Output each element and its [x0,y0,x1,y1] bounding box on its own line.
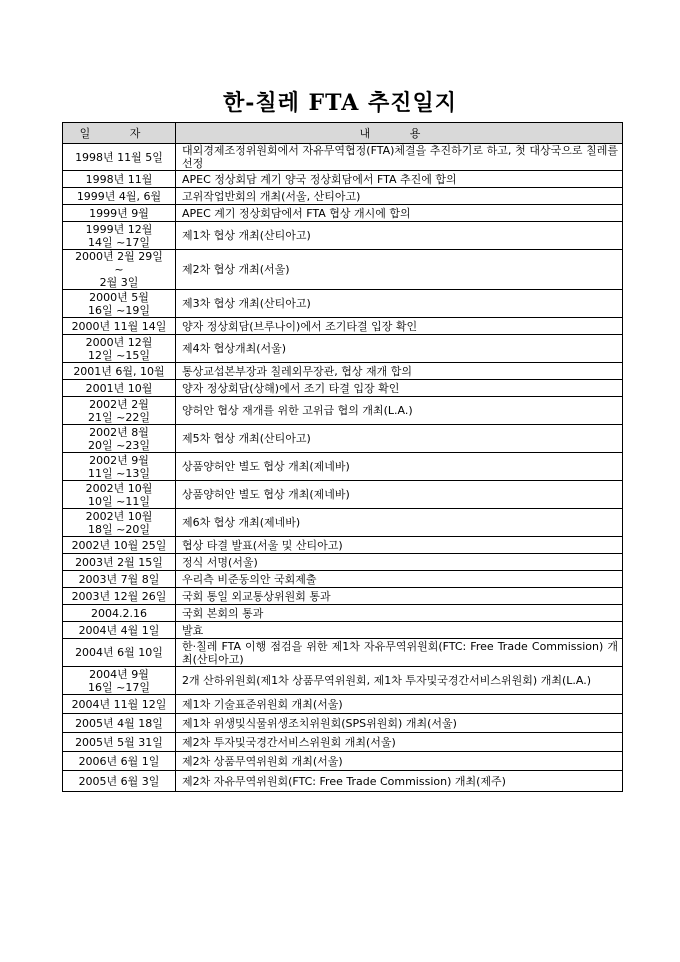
table-row [63,250,623,290]
row-date: 2002년 10월 18일 ~20일 [63,509,176,537]
table-row [63,605,623,622]
row-event: APEC 계기 정상회담에서 FTA 협상 개시에 합의 [176,205,623,222]
table-row [63,380,623,397]
row-event: 양자 정상회담(상해)에서 조기 타결 입장 확인 [176,380,623,397]
row-date: 2002년 8월 20일 ~23일 [63,425,176,453]
table-row [63,144,623,171]
row-event: 제5차 협상 개최(산티아고) [176,425,623,453]
row-event: 국회 통일 외교통상위원회 통과 [176,588,623,605]
table-row [63,752,623,771]
row-date: 1999년 9월 [63,205,176,222]
row-date: 2005년 4월 18일 [63,714,176,733]
table-row [63,290,623,318]
table-row [63,537,623,554]
table-row [63,622,623,639]
row-event: 제2차 자유무역위원회(FTC: Free Trade Commission) 개최(제주) [176,771,623,792]
table-row [63,453,623,481]
table-row [63,188,623,205]
table-row [63,639,623,667]
row-date: 2003년 2월 15일 [63,554,176,571]
table-row [63,425,623,453]
row-date: 2002년 10월 25일 [63,537,176,554]
row-event: 발효 [176,622,623,639]
row-date: 2006년 6월 1일 [63,752,176,771]
row-event: 고위작업반회의 개최(서울, 산티아고) [176,188,623,205]
row-date: 1999년 12월 14일 ~17일 [63,222,176,250]
table-row [63,397,623,425]
table-row [63,171,623,188]
row-date: 2005년 5월 31일 [63,733,176,752]
row-date: 2000년 11월 14일 [63,318,176,335]
row-date: 2004년 4월 1일 [63,622,176,639]
row-date: 2002년 2월 21일 ~22일 [63,397,176,425]
table-row [63,554,623,571]
row-date: 2002년 10월 10일 ~11일 [63,481,176,509]
row-date: 2004년 6월 10일 [63,639,176,667]
table-row [63,318,623,335]
row-event: 제2차 투자및국경간서비스위원회 개최(서울) [176,733,623,752]
row-date: 2000년 2월 29일 ~ 2월 3일 [63,250,176,290]
row-date: 2003년 7월 8일 [63,571,176,588]
row-event: 제3차 협상 개최(산티아고) [176,290,623,318]
row-event: 국회 본회의 통과 [176,605,623,622]
row-date: 1998년 11월 5일 [63,144,176,171]
row-date: 2004년 11월 12일 [63,695,176,714]
row-date: 1999년 4월, 6월 [63,188,176,205]
row-event: 한·칠레 FTA 이행 점검을 위한 제1차 자유무역위원회(FTC: Free Trade Commission) 개최(산티아고) [176,639,623,667]
table-row [63,571,623,588]
row-event: 통상교섭본부장과 칠레외무장관, 협상 재개 합의 [176,363,623,380]
table-row [63,222,623,250]
document-title: 한-칠레 FTA 추진일지 [222,90,458,116]
row-date: 2004.2.16 [63,605,176,622]
row-event: 제4차 협상개최(서울) [176,335,623,363]
row-date: 2004년 9월 16일 ~17일 [63,667,176,695]
row-event: 제6차 협상 개최(제네바) [176,509,623,537]
table-header-row [63,123,623,144]
row-event: 제2차 상품무역위원회 개최(서울) [176,752,623,771]
row-date: 2005년 6월 3일 [63,771,176,792]
row-date: 2001년 6월, 10월 [63,363,176,380]
row-event: 상품양허안 별도 협상 개최(제네바) [176,481,623,509]
row-date: 2000년 5월 16일 ~19일 [63,290,176,318]
content-column-header: 내 용 [176,123,623,144]
row-event: 제1차 기술표준위원회 개최(서울) [176,695,623,714]
table-row [63,733,623,752]
table-row [63,714,623,733]
table-row [63,363,623,380]
row-date: 1998년 11월 [63,171,176,188]
table-row [63,695,623,714]
row-event: 양자 정상회담(브루나이)에서 조기타결 입장 확인 [176,318,623,335]
row-event: APEC 정상회담 계기 양국 정상회담에서 FTA 추진에 합의 [176,171,623,188]
row-event: 양허안 협상 재개를 위한 고위급 협의 개최(L.A.) [176,397,623,425]
table-row [63,205,623,222]
row-event: 상품양허안 별도 협상 개최(제네바) [176,453,623,481]
table-row [63,481,623,509]
table-row [63,771,623,792]
row-event: 우리측 비준동의안 국회제출 [176,571,623,588]
date-column-header: 일 자 [63,123,176,144]
row-date: 2000년 12월 12일 ~15일 [63,335,176,363]
table-body [63,144,623,792]
row-date: 2002년 9월 11일 ~13일 [63,453,176,481]
fta-schedule-table [62,122,623,792]
row-date: 2003년 12월 26일 [63,588,176,605]
row-event: 대외경제조정위원회에서 자유무역협정(FTA)체결을 추진하기로 하고, 첫 대상국으로 칠레를 선정 [176,144,623,171]
row-event: 협상 타결 발표(서울 및 산티아고) [176,537,623,554]
row-event: 정식 서명(서울) [176,554,623,571]
row-event: 2개 산하위원회(제1차 상품무역위원회, 제1차 투자및국경간서비스위원회) 개최(L.A.) [176,667,623,695]
table-row [63,335,623,363]
row-date: 2001년 10월 [63,380,176,397]
row-event: 제2차 협상 개최(서울) [176,250,623,290]
table-row [63,667,623,695]
row-event: 제1차 위생및식물위생조치위원회(SPS위원회) 개최(서울) [176,714,623,733]
row-event: 제1차 협상 개최(산티아고) [176,222,623,250]
table-row [63,588,623,605]
table-row [63,509,623,537]
